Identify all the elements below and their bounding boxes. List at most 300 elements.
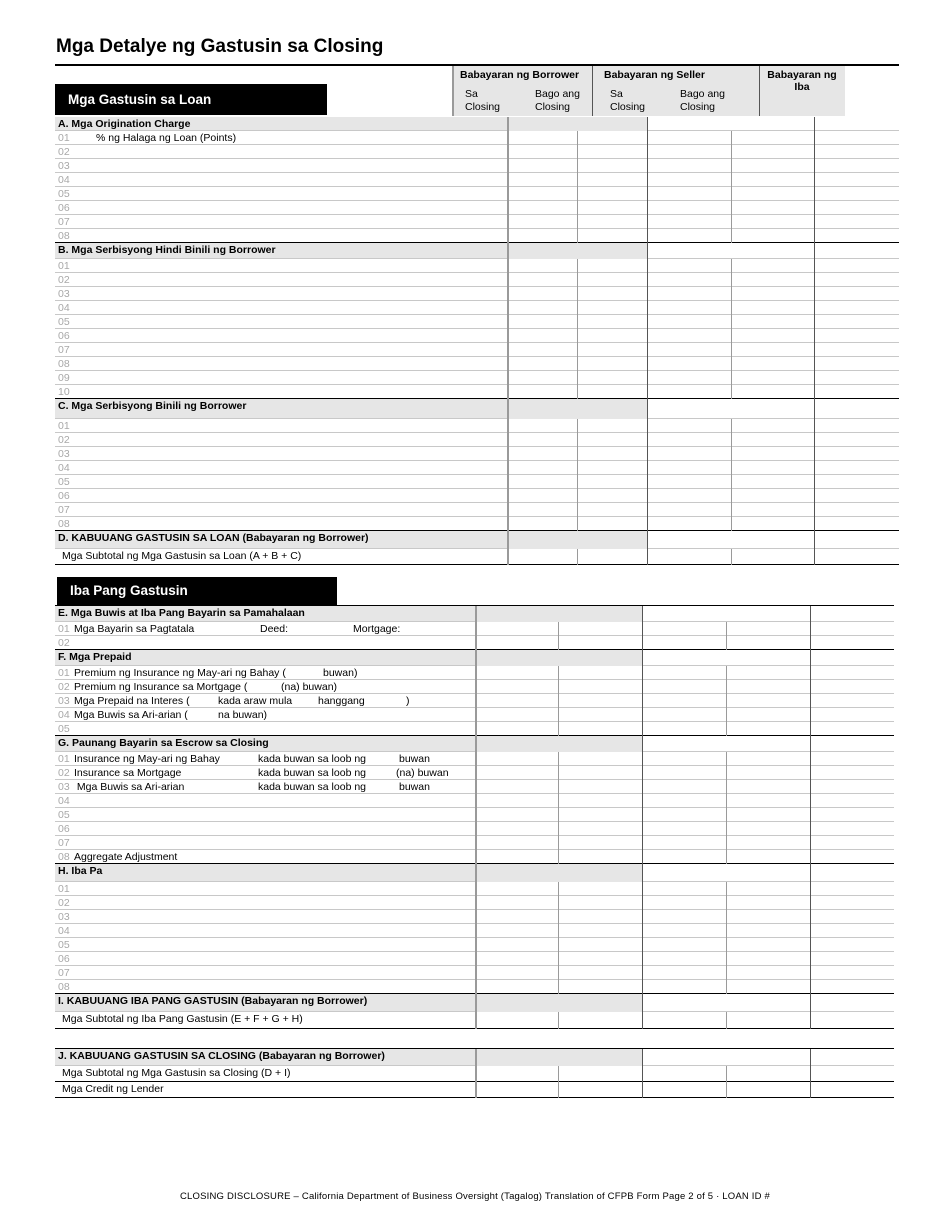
line-text: buwan — [399, 781, 430, 793]
row-label — [58, 343, 74, 357]
column-divider — [726, 952, 727, 966]
column-divider — [647, 229, 648, 243]
mortgage-insurance-premium-row — [55, 680, 894, 694]
column-divider — [810, 666, 811, 680]
column-divider — [810, 938, 811, 952]
escrow-property-taxes-row — [55, 780, 894, 794]
column-divider — [642, 910, 643, 924]
section-h-row — [55, 910, 894, 924]
row-label — [58, 503, 74, 517]
column-divider — [647, 399, 648, 419]
line-number: 02 — [58, 434, 70, 446]
row-label — [58, 938, 74, 952]
column-divider — [558, 780, 559, 794]
column-divider — [726, 636, 727, 650]
column-divider — [647, 489, 648, 503]
column-divider — [814, 329, 815, 343]
column-divider — [577, 343, 578, 357]
other-costs-table — [55, 605, 894, 1098]
section-j-header — [55, 1048, 894, 1066]
column-divider — [731, 475, 732, 489]
column-divider — [726, 666, 727, 680]
column-divider — [814, 531, 815, 549]
column-divider — [810, 622, 811, 636]
section-c-row — [55, 517, 899, 531]
column-divider — [642, 882, 643, 896]
column-divider — [558, 766, 559, 780]
column-divider — [507, 433, 509, 447]
line-text: Insurance ng May-ari ng Bahay — [74, 753, 220, 765]
column-divider — [647, 343, 648, 357]
column-divider — [810, 850, 811, 864]
column-divider — [642, 1082, 643, 1098]
column-divider — [642, 794, 643, 808]
section-h-header — [55, 864, 894, 882]
section-b-row — [55, 329, 899, 343]
seller-at-closing-header: Sa Closing — [610, 88, 646, 113]
row-label — [58, 780, 430, 794]
column-divider — [647, 159, 648, 173]
section-i-subtotal-row — [55, 1012, 894, 1029]
line-number: 05 — [58, 723, 70, 735]
column-divider — [814, 517, 815, 531]
column-divider — [726, 822, 727, 836]
row-label — [58, 680, 338, 694]
row-label — [58, 808, 74, 822]
column-divider — [731, 447, 732, 461]
column-divider — [642, 1012, 643, 1029]
column-divider — [558, 722, 559, 736]
line-number: 07 — [58, 344, 70, 356]
column-divider — [810, 896, 811, 910]
column-divider — [647, 447, 648, 461]
row-label — [58, 549, 301, 563]
column-divider — [810, 822, 811, 836]
column-divider — [475, 1082, 477, 1098]
column-divider — [577, 159, 578, 173]
column-divider — [475, 980, 477, 994]
column-divider — [577, 503, 578, 517]
column-divider — [558, 1066, 559, 1082]
row-label — [58, 229, 74, 243]
line-number: 02 — [58, 897, 70, 909]
column-divider — [814, 215, 815, 229]
column-divider — [507, 243, 509, 259]
line-number: 03 — [58, 160, 70, 172]
column-divider — [475, 780, 477, 794]
column-divider — [647, 273, 648, 287]
row-label — [58, 385, 74, 399]
line-number: 01 — [58, 623, 70, 635]
column-divider — [731, 159, 732, 173]
section-f-row — [55, 722, 894, 736]
section-i-header — [55, 994, 894, 1012]
borrower-header-shade — [475, 1049, 642, 1066]
column-divider — [731, 489, 732, 503]
column-divider — [642, 650, 643, 666]
line-number: 06 — [58, 202, 70, 214]
column-divider — [647, 259, 648, 273]
line-number: 03 — [58, 781, 70, 793]
section-h-row — [55, 938, 894, 952]
column-divider — [726, 1012, 727, 1029]
section-header-bg — [55, 864, 475, 881]
line-number: 05 — [58, 188, 70, 200]
row-label — [58, 1066, 290, 1080]
line-number: 06 — [58, 330, 70, 342]
column-divider — [507, 419, 509, 433]
section-g-row — [55, 822, 894, 836]
column-divider — [507, 531, 509, 549]
column-divider — [731, 259, 732, 273]
column-divider — [814, 201, 815, 215]
column-divider — [726, 794, 727, 808]
column-divider — [507, 287, 509, 301]
column-divider — [731, 385, 732, 399]
column-divider — [647, 117, 648, 131]
column-divider — [558, 924, 559, 938]
column-divider — [577, 131, 578, 145]
line-number: 07 — [58, 504, 70, 516]
column-divider — [475, 952, 477, 966]
column-divider — [814, 447, 815, 461]
column-divider — [731, 419, 732, 433]
line-text: (na) buwan — [396, 767, 449, 779]
column-divider — [642, 606, 643, 622]
column-divider — [647, 475, 648, 489]
section-f-header — [55, 650, 894, 666]
column-divider — [475, 752, 477, 766]
column-divider — [558, 694, 559, 708]
section-b-row — [55, 343, 899, 357]
others-paid-header: Babayaran ng Iba — [767, 69, 837, 93]
line-number: 03 — [58, 695, 70, 707]
column-divider — [726, 708, 727, 722]
column-divider — [726, 924, 727, 938]
column-divider — [726, 680, 727, 694]
seller-paid-header: Babayaran ng Seller — [604, 69, 705, 81]
column-divider — [647, 371, 648, 385]
section-a-row — [55, 187, 899, 201]
line-number: 04 — [58, 925, 70, 937]
column-divider — [731, 343, 732, 357]
column-divider — [814, 159, 815, 173]
line-number: 08 — [58, 358, 70, 370]
column-divider — [577, 433, 578, 447]
column-divider — [558, 850, 559, 864]
loan-costs-bar: Mga Gastusin sa Loan — [55, 84, 327, 115]
column-divider — [642, 808, 643, 822]
page-title: Mga Detalye ng Gastusin sa Closing — [56, 36, 384, 57]
row-label — [58, 117, 190, 131]
section-c-row — [55, 447, 899, 461]
row-label — [58, 399, 246, 413]
column-divider — [642, 736, 643, 752]
line-text: Mga Subtotal ng Mga Gastusin sa Loan (A + B + C) — [62, 550, 302, 562]
line-number: 02 — [58, 681, 70, 693]
column-divider — [731, 357, 732, 371]
column-divider — [507, 117, 509, 131]
line-text: D. KABUUANG GASTUSIN SA LOAN (Babayaran ng Borrower) — [58, 532, 369, 544]
line-text: A. Mga Origination Charge — [58, 118, 191, 130]
row-label — [58, 301, 74, 315]
column-divider — [814, 273, 815, 287]
row-label — [58, 752, 430, 766]
column-divider — [475, 1049, 477, 1066]
line-text: % ng Halaga ng Loan (Points) — [96, 132, 237, 144]
row-label — [58, 201, 74, 215]
column-divider — [814, 187, 815, 201]
line-number: 09 — [58, 372, 70, 384]
section-e-row — [55, 636, 894, 650]
section-g-row — [55, 808, 894, 822]
column-divider — [814, 549, 815, 565]
line-number: 02 — [58, 146, 70, 158]
section-h-row — [55, 966, 894, 980]
column-divider — [642, 966, 643, 980]
column-divider — [731, 131, 732, 145]
row-label — [58, 243, 276, 257]
column-divider — [726, 752, 727, 766]
column-divider — [726, 1082, 727, 1098]
line-number: 06 — [58, 490, 70, 502]
section-g-row — [55, 794, 894, 808]
column-divider — [810, 808, 811, 822]
column-divider — [731, 229, 732, 243]
other-costs-bar: Iba Pang Gastusin — [57, 577, 337, 605]
column-divider — [507, 301, 509, 315]
section-a-row — [55, 201, 899, 215]
column-divider — [475, 910, 477, 924]
row-label — [58, 836, 74, 850]
column-divider — [577, 173, 578, 187]
line-text: G. Paunang Bayarin sa Escrow sa Closing — [58, 737, 269, 749]
column-divider — [726, 1066, 727, 1082]
column-divider — [647, 517, 648, 531]
section-a-header — [55, 117, 899, 131]
column-divider — [814, 287, 815, 301]
column-divider — [810, 722, 811, 736]
row-label — [58, 882, 74, 896]
section-b-row — [55, 301, 899, 315]
seller-before-closing-header: Bago ang Closing — [680, 88, 725, 113]
column-divider — [642, 980, 643, 994]
column-divider — [814, 301, 815, 315]
section-b-row — [55, 287, 899, 301]
row-label — [58, 1012, 303, 1026]
column-divider — [558, 622, 559, 636]
line-number: 05 — [58, 939, 70, 951]
column-divider — [810, 864, 811, 882]
row-label — [58, 145, 74, 159]
column-divider — [507, 343, 509, 357]
column-divider — [814, 475, 815, 489]
column-divider — [731, 461, 732, 475]
column-divider — [475, 1012, 477, 1029]
deed-label: Deed: — [260, 623, 289, 635]
column-divider — [577, 301, 578, 315]
column-divider — [642, 752, 643, 766]
column-divider — [814, 419, 815, 433]
row-label — [58, 952, 74, 966]
column-divider — [647, 315, 648, 329]
prepaid-interest-row — [55, 694, 894, 708]
column-divider — [475, 606, 477, 622]
borrower-header-shade — [475, 606, 642, 622]
column-divider — [647, 201, 648, 215]
row-label — [58, 794, 74, 808]
column-divider — [814, 243, 815, 259]
line-number: 07 — [58, 837, 70, 849]
section-a-row — [55, 131, 899, 145]
column-divider — [577, 187, 578, 201]
row-label — [58, 766, 449, 780]
column-divider — [507, 357, 509, 371]
line-number: 05 — [58, 476, 70, 488]
column-divider — [810, 980, 811, 994]
table-spacer — [55, 1029, 894, 1048]
column-divider — [814, 385, 815, 399]
column-divider — [731, 173, 732, 187]
column-divider — [642, 896, 643, 910]
page-footer: CLOSING DISCLOSURE – California Department of Business Oversight (Tagalog) Translation of CFPB Form Page 2 of 5 · LOAN ID # — [179, 1191, 771, 1202]
column-divider — [814, 399, 815, 419]
column-divider — [577, 385, 578, 399]
column-divider — [810, 636, 811, 650]
column-divider — [507, 329, 509, 343]
line-text: Premium ng Insurance ng May-ari ng Bahay ( — [74, 667, 286, 679]
section-b-row — [55, 357, 899, 371]
column-divider — [475, 1066, 477, 1082]
column-divider — [507, 475, 509, 489]
column-divider — [731, 187, 732, 201]
line-number: 10 — [58, 386, 70, 398]
column-divider — [475, 850, 477, 864]
column-divider — [647, 173, 648, 187]
column-divider — [731, 549, 732, 565]
line-number: 06 — [58, 823, 70, 835]
row-label — [58, 694, 410, 708]
column-divider — [558, 980, 559, 994]
column-divider — [814, 357, 815, 371]
mortgage-label: Mortgage: — [353, 623, 401, 635]
column-divider — [642, 636, 643, 650]
section-g-row — [55, 836, 894, 850]
line-text: kada buwan sa loob ng — [258, 781, 366, 793]
line-number: 01 — [58, 883, 70, 895]
column-divider — [642, 666, 643, 680]
row-label — [58, 531, 369, 545]
line-number: 01 — [58, 753, 70, 765]
borrower-header-shade — [507, 243, 647, 259]
line-text: Aggregate Adjustment — [74, 851, 178, 863]
column-divider — [475, 736, 477, 752]
column-divider — [577, 315, 578, 329]
borrower-header-shade — [475, 736, 642, 752]
column-divider — [507, 503, 509, 517]
column-divider — [507, 315, 509, 329]
row-label — [58, 259, 74, 273]
column-divider — [558, 636, 559, 650]
line-text: kada buwan sa loob ng — [258, 753, 366, 765]
column-divider — [810, 1082, 811, 1098]
column-divider — [507, 371, 509, 385]
borrower-paid-header: Babayaran ng Borrower — [460, 69, 580, 81]
column-divider — [814, 229, 815, 243]
section-h-row — [55, 924, 894, 938]
column-divider — [577, 549, 578, 565]
column-divider — [577, 419, 578, 433]
line-number: 04 — [58, 795, 70, 807]
column-divider — [507, 215, 509, 229]
column-divider — [642, 850, 643, 864]
column-divider — [475, 722, 477, 736]
column-divider — [642, 622, 643, 636]
column-divider — [642, 864, 643, 882]
row-label — [58, 896, 74, 910]
column-divider — [558, 836, 559, 850]
line-number: 03 — [58, 288, 70, 300]
section-a-row — [55, 159, 899, 173]
row-label — [58, 650, 132, 664]
column-divider — [814, 145, 815, 159]
column-divider — [475, 622, 477, 636]
property-taxes-row — [55, 708, 894, 722]
row-label — [58, 287, 74, 301]
section-g-header — [55, 736, 894, 752]
column-divider — [810, 924, 811, 938]
line-number: 07 — [58, 967, 70, 979]
line-number: 08 — [58, 518, 70, 530]
line-text: ) — [406, 695, 410, 707]
column-divider — [642, 952, 643, 966]
column-divider — [814, 433, 815, 447]
column-divider — [726, 882, 727, 896]
section-c-row — [55, 419, 899, 433]
section-h-row — [55, 980, 894, 994]
column-divider — [642, 1066, 643, 1082]
column-divider — [577, 259, 578, 273]
column-divider — [475, 882, 477, 896]
line-number: 02 — [58, 637, 70, 649]
escrow-mortgage-insurance-row — [55, 766, 894, 780]
borrower-header-shade — [507, 531, 647, 549]
column-divider — [810, 910, 811, 924]
column-divider — [475, 636, 477, 650]
row-label — [58, 736, 269, 750]
column-divider — [647, 215, 648, 229]
column-divider — [558, 680, 559, 694]
column-divider — [647, 385, 648, 399]
column-divider — [558, 794, 559, 808]
column-divider — [507, 399, 509, 419]
row-label — [58, 419, 74, 433]
section-c-row — [55, 461, 899, 475]
line-text: kada araw mula — [218, 695, 293, 707]
column-divider — [731, 201, 732, 215]
column-divider — [642, 836, 643, 850]
borrower-header-shade — [475, 864, 642, 882]
column-divider — [726, 980, 727, 994]
column-divider — [475, 680, 477, 694]
column-divider — [731, 517, 732, 531]
lender-credits-row — [55, 1082, 894, 1098]
column-divider — [475, 864, 477, 882]
line-text: buwan — [399, 753, 430, 765]
row-label — [58, 994, 367, 1008]
column-divider — [642, 1049, 643, 1066]
column-divider — [731, 315, 732, 329]
